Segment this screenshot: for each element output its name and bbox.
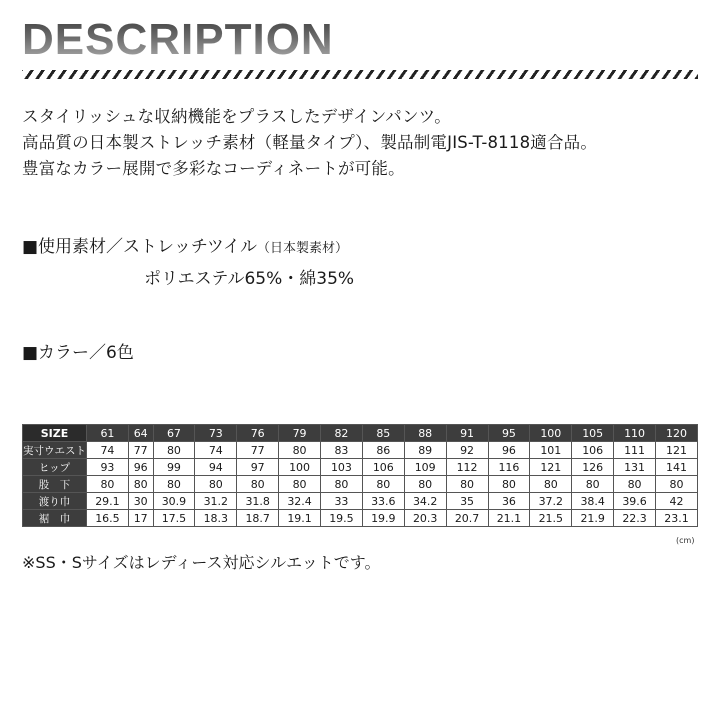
size-header-cell: 73 xyxy=(195,425,237,442)
size-table-body xyxy=(23,442,698,527)
unit-label: (cm) xyxy=(676,536,695,545)
table-cell: 86 xyxy=(362,442,404,459)
table-cell: 22.3 xyxy=(614,510,656,527)
row-label: 股 下 xyxy=(23,476,87,493)
table-cell: 39.6 xyxy=(614,493,656,510)
table-cell: 33 xyxy=(321,493,363,510)
table-cell: 80 xyxy=(614,476,656,493)
table-cell: 99 xyxy=(153,459,195,476)
table-cell: 80 xyxy=(530,476,572,493)
table-cell: 80 xyxy=(656,476,698,493)
table-cell: 80 xyxy=(321,476,363,493)
table-cell: 36 xyxy=(488,493,530,510)
table-cell: 31.2 xyxy=(195,493,237,510)
description-line: スタイリッシュな収納機能をプラスしたデザインパンツ。 xyxy=(22,107,451,126)
table-cell: 101 xyxy=(530,442,572,459)
table-cell: 80 xyxy=(279,442,321,459)
size-header-cell: 105 xyxy=(572,425,614,442)
table-cell: 23.1 xyxy=(656,510,698,527)
size-header-cell: 100 xyxy=(530,425,572,442)
table-cell: 80 xyxy=(572,476,614,493)
table-cell: 80 xyxy=(195,476,237,493)
table-row xyxy=(23,493,698,510)
table-cell: 80 xyxy=(153,476,195,493)
table-cell: 42 xyxy=(656,493,698,510)
table-cell: 93 xyxy=(87,459,129,476)
table-cell: 18.7 xyxy=(237,510,279,527)
table-cell: 83 xyxy=(321,442,363,459)
table-cell: 21.9 xyxy=(572,510,614,527)
footnote: ※SS・Sサイズはレディース対応シルエットです。 xyxy=(22,553,381,572)
table-cell: 18.3 xyxy=(195,510,237,527)
table-cell: 80 xyxy=(279,476,321,493)
size-table xyxy=(22,424,698,527)
size-header-cell: 64 xyxy=(128,425,153,442)
size-header-cell: 61 xyxy=(87,425,129,442)
size-header-cell: 85 xyxy=(362,425,404,442)
table-cell: 111 xyxy=(614,442,656,459)
size-header-cell: 76 xyxy=(237,425,279,442)
table-cell: 19.1 xyxy=(279,510,321,527)
description-block xyxy=(22,104,597,182)
table-cell: 109 xyxy=(404,459,446,476)
table-cell: 77 xyxy=(128,442,153,459)
page-title: DESCRIPTION xyxy=(22,15,334,64)
size-header-cell: 79 xyxy=(279,425,321,442)
table-cell: 80 xyxy=(362,476,404,493)
table-cell: 97 xyxy=(237,459,279,476)
table-cell: 80 xyxy=(488,476,530,493)
table-row xyxy=(23,442,698,459)
table-cell: 106 xyxy=(572,442,614,459)
row-label: 裾 巾 xyxy=(23,510,87,527)
table-cell: 29.1 xyxy=(87,493,129,510)
table-cell: 30.9 xyxy=(153,493,195,510)
table-cell: 21.5 xyxy=(530,510,572,527)
table-cell: 19.9 xyxy=(362,510,404,527)
table-cell: 112 xyxy=(446,459,488,476)
size-header-cell: 88 xyxy=(404,425,446,442)
size-corner-label: SIZE xyxy=(23,425,87,442)
size-header-cell: 82 xyxy=(321,425,363,442)
table-cell: 74 xyxy=(87,442,129,459)
row-label: 実寸ウエスト xyxy=(23,442,87,459)
table-cell: 17 xyxy=(128,510,153,527)
description-line: 高品質の日本製ストレッチ素材（軽量タイプ）、製品制電JIS-T-8118適合品。 xyxy=(22,133,598,152)
table-cell: 20.7 xyxy=(446,510,488,527)
material-label: ■使用素材／ストレッチツイル xyxy=(22,237,258,257)
table-cell: 92 xyxy=(446,442,488,459)
size-header-cell: 67 xyxy=(153,425,195,442)
table-cell: 32.4 xyxy=(279,493,321,510)
row-label: ヒップ xyxy=(23,459,87,476)
size-header-row xyxy=(23,425,698,442)
material-note: （日本製素材） xyxy=(257,241,349,256)
size-header-cell: 110 xyxy=(614,425,656,442)
title-divider xyxy=(22,70,698,79)
color-label: ■カラー／6色 xyxy=(22,343,134,363)
table-cell: 80 xyxy=(404,476,446,493)
table-cell: 80 xyxy=(128,476,153,493)
table-cell: 33.6 xyxy=(362,493,404,510)
table-cell: 74 xyxy=(195,442,237,459)
table-cell: 80 xyxy=(237,476,279,493)
table-cell: 16.5 xyxy=(87,510,129,527)
table-cell: 131 xyxy=(614,459,656,476)
table-cell: 37.2 xyxy=(530,493,572,510)
table-row xyxy=(23,476,698,493)
table-cell: 19.5 xyxy=(321,510,363,527)
size-header-cell: 95 xyxy=(488,425,530,442)
table-cell: 17.5 xyxy=(153,510,195,527)
table-cell: 96 xyxy=(488,442,530,459)
table-cell: 89 xyxy=(404,442,446,459)
row-label: 渡り巾 xyxy=(23,493,87,510)
table-cell: 94 xyxy=(195,459,237,476)
table-row xyxy=(23,459,698,476)
table-cell: 106 xyxy=(362,459,404,476)
material-block xyxy=(22,232,354,294)
table-cell: 80 xyxy=(87,476,129,493)
table-cell: 20.3 xyxy=(404,510,446,527)
material-composition: ポリエステル65%・綿35% xyxy=(144,269,355,289)
size-header-cell: 120 xyxy=(656,425,698,442)
table-cell: 141 xyxy=(656,459,698,476)
table-cell: 35 xyxy=(446,493,488,510)
table-row xyxy=(23,510,698,527)
table-cell: 116 xyxy=(488,459,530,476)
table-cell: 34.2 xyxy=(404,493,446,510)
table-cell: 100 xyxy=(279,459,321,476)
table-cell: 31.8 xyxy=(237,493,279,510)
description-line: 豊富なカラー展開で多彩なコーディネートが可能。 xyxy=(22,159,405,178)
table-cell: 21.1 xyxy=(488,510,530,527)
table-cell: 77 xyxy=(237,442,279,459)
table-cell: 30 xyxy=(128,493,153,510)
table-cell: 103 xyxy=(321,459,363,476)
table-cell: 96 xyxy=(128,459,153,476)
table-cell: 126 xyxy=(572,459,614,476)
table-cell: 121 xyxy=(656,442,698,459)
table-cell: 80 xyxy=(446,476,488,493)
table-cell: 121 xyxy=(530,459,572,476)
table-cell: 38.4 xyxy=(572,493,614,510)
size-header-cell: 91 xyxy=(446,425,488,442)
table-cell: 80 xyxy=(153,442,195,459)
